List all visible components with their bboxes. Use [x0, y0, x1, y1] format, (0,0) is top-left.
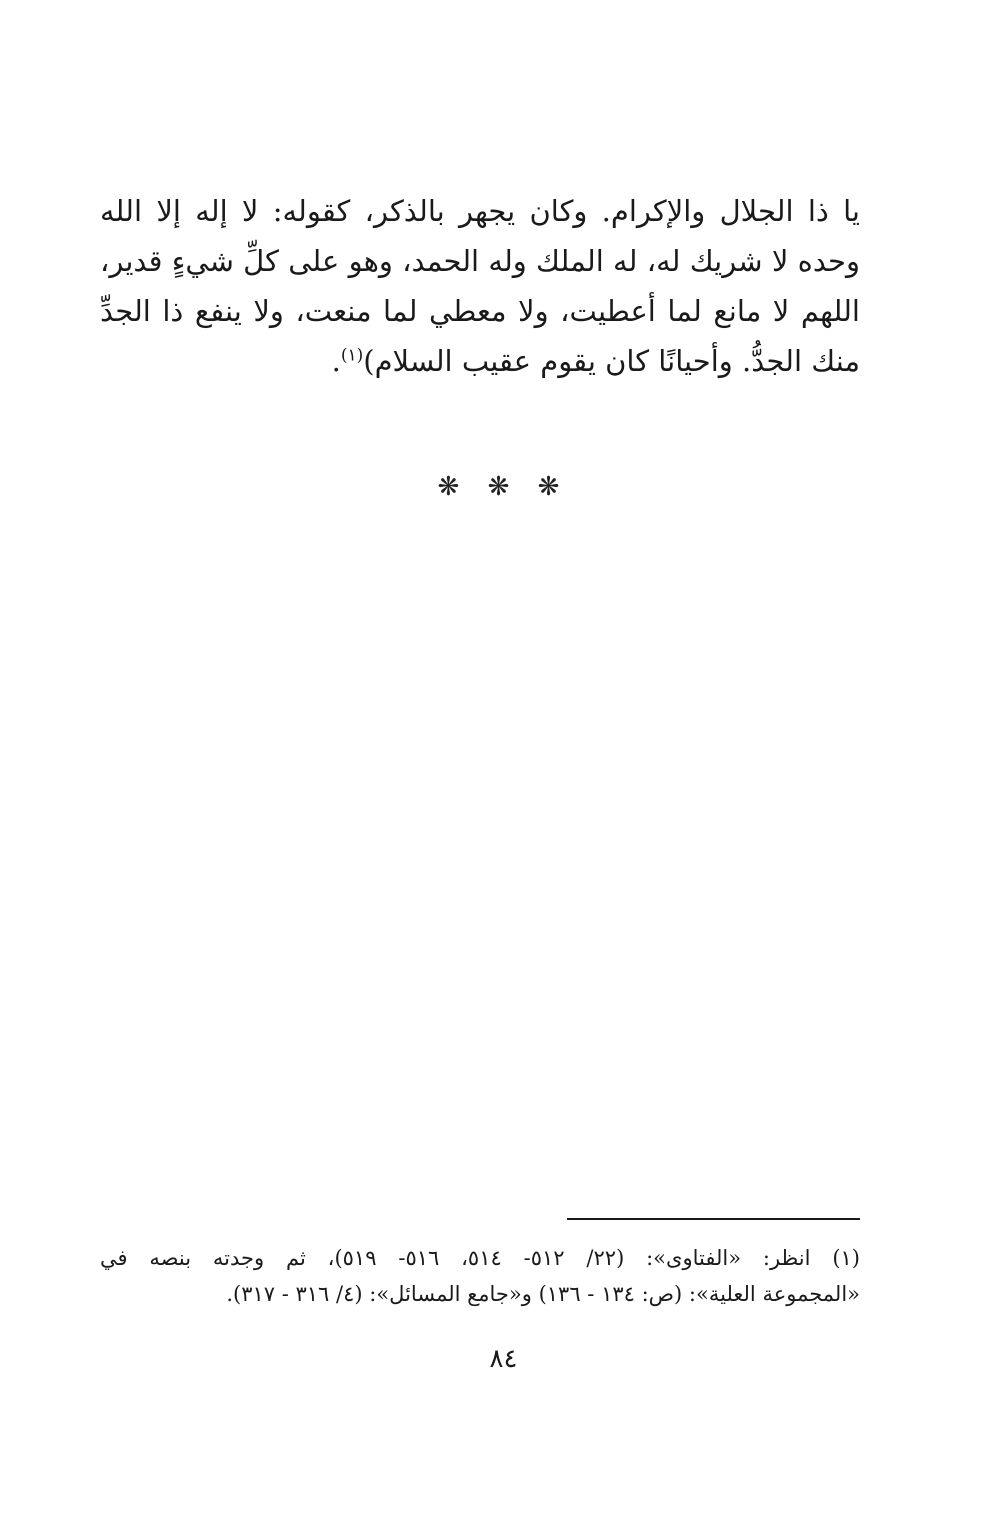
body-line-4 — [100, 336, 860, 386]
footnote-reference[interactable]: (١) — [340, 345, 364, 366]
section-separator: ❋ ❋ ❋ — [437, 472, 570, 502]
body-line-4-text: منك الجدُّ. وأحيانًا كان يقوم عقيب السلام) — [363, 344, 860, 378]
footnotes — [100, 1240, 860, 1312]
body-line-2: وحده لا شريك له، له الملك وله الحمد، وهو على كلِّ شيءٍ قدير، — [100, 244, 860, 278]
footnote-divider — [567, 1218, 860, 1220]
body-line-4-punct: . — [331, 344, 341, 378]
body-text — [100, 186, 860, 386]
body-line-1: يا ذا الجلال والإكرام. وكان يجهر بالذكر، كقوله: لا إله إلا الله — [100, 194, 860, 228]
footnote-line-2: «المجموعة العلية»: (ص: ١٣٤ - ١٣٦) و«جامع المسائل»: (٤/ ٣١٦ - ٣١٧). — [226, 1282, 860, 1306]
footnote-line-1: (١) انظر: «الفتاوى»: (٢٢/ ٥١٢- ٥١٤، ٥١٦- ٥١٩)، ثم وجدته بنصه في — [100, 1246, 860, 1270]
body-line-3: اللهم لا مانع لما أعطيت، ولا معطي لما منعت، ولا ينفع ذا الجدِّ — [100, 294, 860, 328]
page-number: ٨٤ — [489, 1344, 518, 1374]
